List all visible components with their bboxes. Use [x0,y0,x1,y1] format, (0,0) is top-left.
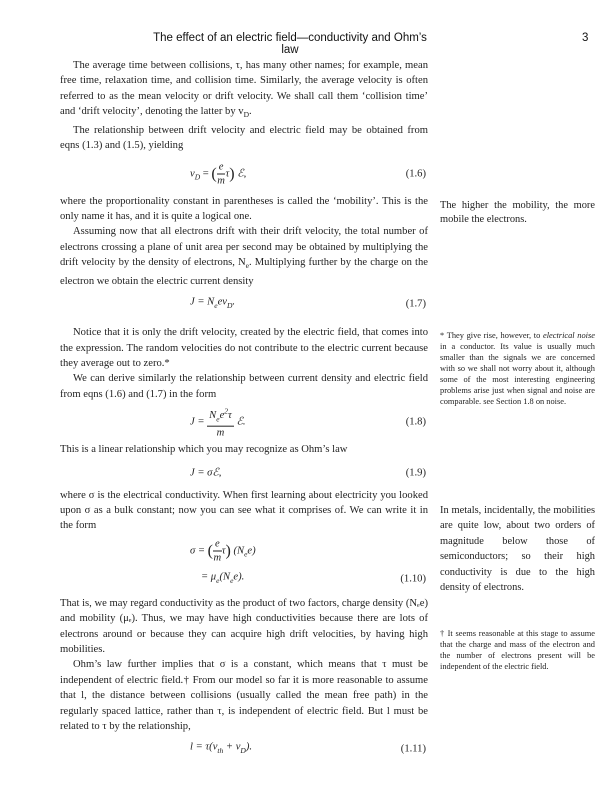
equation-1-9: J = σℰ, (1.9) [190,466,426,478]
equation-1-11: $l = \tau(v_{th} + v_D)$. (1.11) [190,742,426,756]
footnote-independence: † It seems reasonable at this stage to assume that the charge and mass of the electron and the number of electrons present will be independent of the electric field. [440,629,595,671]
running-header-title: The effect of an electric field—conductivity and Ohm’s law [153,32,427,56]
equation-1-10b: = $\mu_e(N_ee)$. (1.10) [201,571,426,585]
equation-1-8: J = $\frac{N_ee^2\tau}{m}$ ℰ. (1.8) [190,406,426,439]
paragraph-mean-free-path: Ohm’s law further implies that σ is a constant, which means that τ must be independent of electric field.† From our model so far it is more reasonable to assume that l, the distance between collisions (usually called the mean free path) in the regularly spaced lattice, rather than τ, is independent of electric field. But l must be related to τ by the relationship, [60,659,428,732]
equation-1-6: $v_D$ = ( $\frac{e}{m}$ τ) ℰ, (1.6) [190,161,426,187]
page-number: 3 [582,32,589,44]
main-column [60,58,428,764]
paragraph-electron-density: Assuming now that all electrons drift with their drift velocity, the total number of electrons crossing a plane of unit area per second may be obtained by multiplying the drift velocity by the density of electrons, $N_e$. Multiplying further by the charge on the electron we obtain the electric current density [60,226,428,287]
paragraph-two-factors: That is, we may regard conductivity as the product of two factors, charge density (Nₑe) and mobility (μₑ). Thus, we may have high conductivities because there are lots of electrons around or because they can acquire high drift velocities, by having high mobilities. [60,597,428,655]
equation-1-10a: σ = ( $\frac{e}{m}$ τ) $(N_ee)$ [190,538,256,564]
margin-note-metals: In metals, incidentally, the mobilities are quite low, about two orders of magnitude below those of semiconductors; so their high conductivity is due to the high density of electrons. [440,505,595,594]
margin-note-mobility: The higher the mobility, the more mobile the electrons. [440,200,595,226]
paragraph-ohms-law: This is a linear relationship which you may recognize as Ohm’s law [60,444,348,456]
footnote-noise: * They give rise, however, to electrical noise in a conductor. Its value is usually much smaller than the signals we are concerned with so we shall not worry about it, although some of the most interesting engineering problems arise just when signal and noise are comparable. see Section 1.8 on noise. [440,331,595,406]
paragraph-drift-relation: The relationship between drift velocity and electric field may be obtained from eqns (1.3) and (1.5), yielding [60,124,428,152]
paragraph-conductivity: where σ is the electrical conductivity. When first learning about electricity you looked upon σ as a bulk constant; now you can see what it comprises of. We can write it in the form [60,489,428,532]
paragraph-collision-time: The average time between collisions, τ, has many other names; for example, mean free time, relaxation time, and collision time. Similarly, the average velocity is often referred to as the mean velocity or drift velocity. We shall call them ‘collision time’ and ‘drift velocity’, denoting the latter by $v_D$. [60,60,428,120]
paragraph-mobility: where the proportionality constant in parentheses is called the ‘mobility’. This is the only name it has, and it is quite a logical one. [60,195,428,222]
paragraph-derive-current: We can derive similarly the relationship between current density and electric field from eqns (1.6) and (1.7) in the form [60,373,428,400]
equation-1-7: $J = N_eev_D$. (1.7) [190,296,426,310]
equation-number: (1.6) [405,167,426,179]
paragraph-drift-only: Notice that it is only the drift velocity, created by the electric field, that comes into the expression. The random velocities do not contribute to the electric current because they average out to zero.* [60,327,428,369]
